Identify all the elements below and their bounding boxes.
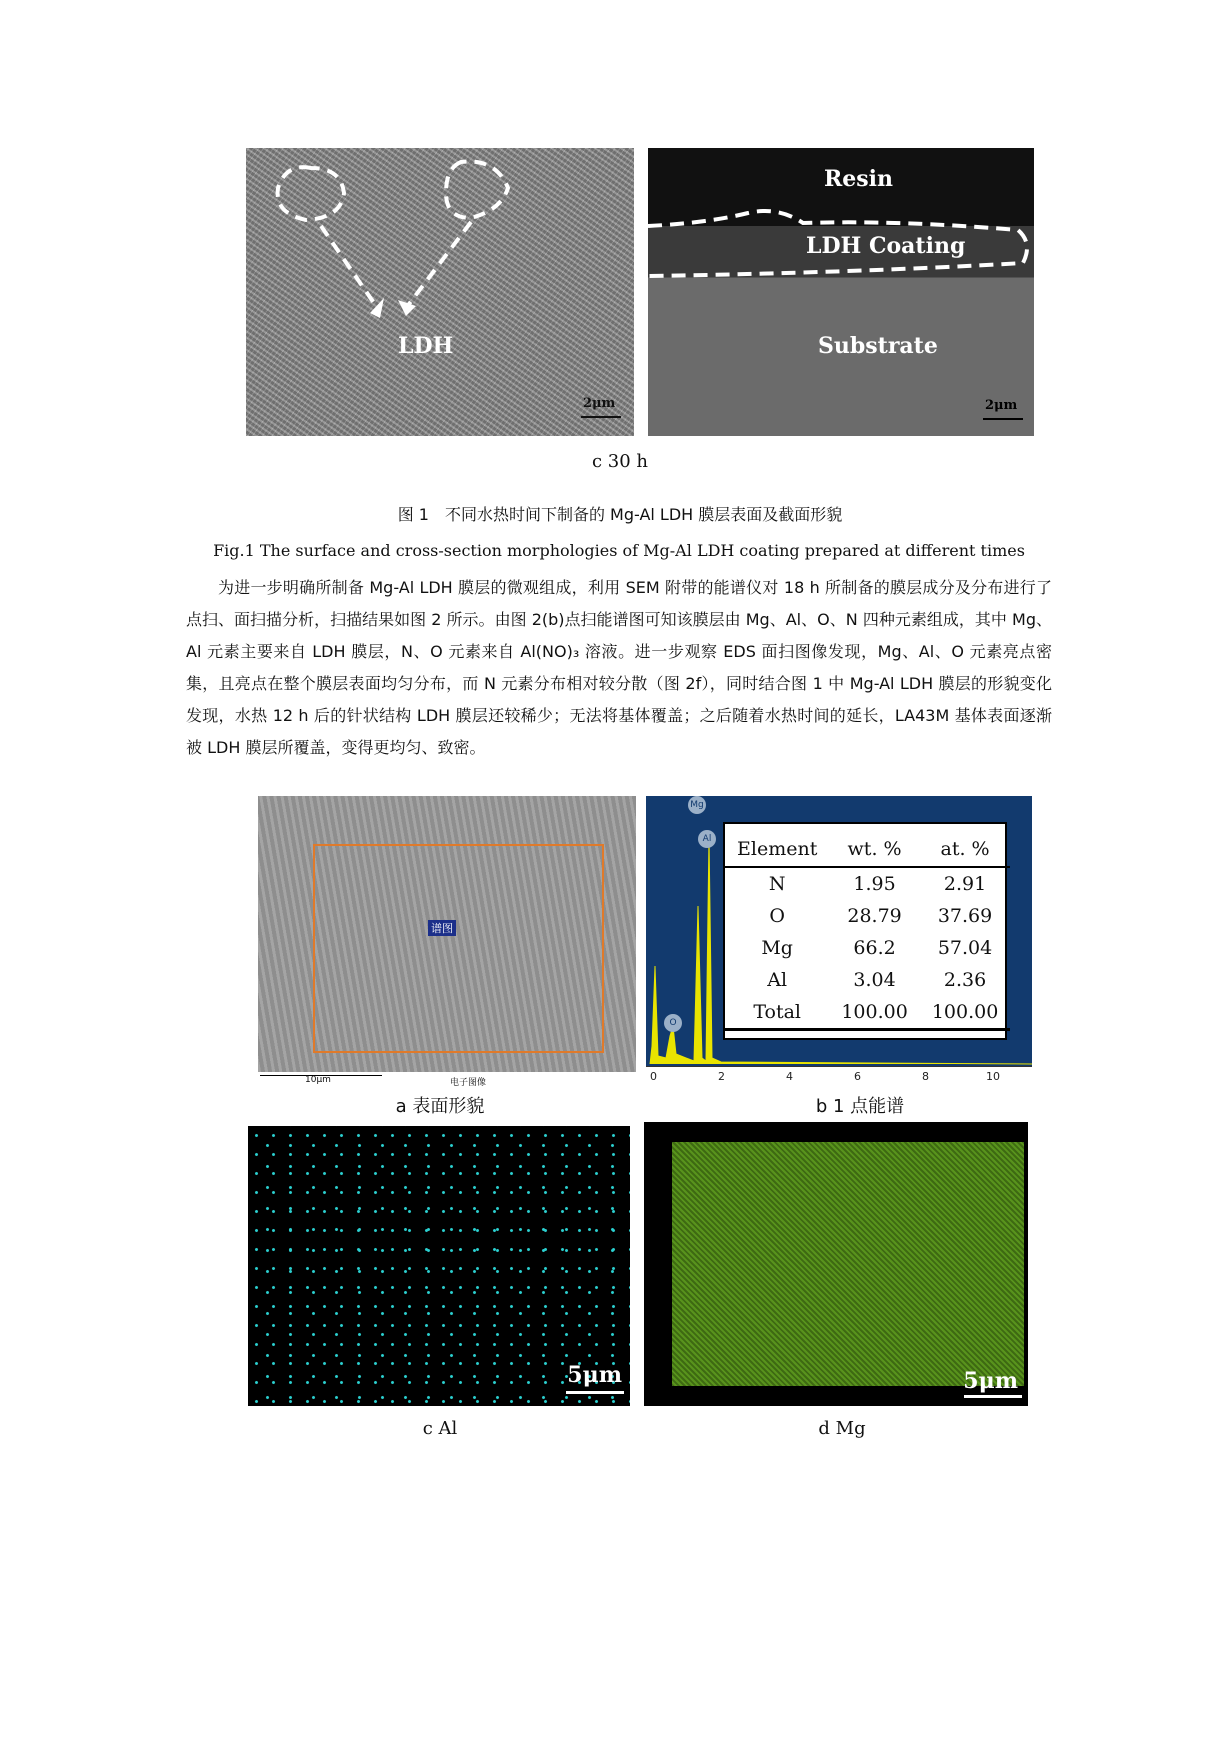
spectrum-tag: 谱图 [428,920,456,936]
body-paragraph: 为进一步明确所制备 Mg-Al LDH 膜层的微观组成，利用 SEM 附带的能谱仪对 18 h 所制备的膜层成分及分布进行了点扫、面扫描分析，扫描结果如图 2 所示。由图 2(b)点扫能谱图可知该膜层由 Mg、Al、O、N 四种元素组成，其中 Mg、Al 元素主要来自 LDH 膜层，N、O 元素来自 Al(NO)₃ 溶液。进一步观察 EDS 面扫图像发现，Mg、Al、O 元素亮点密集，且亮点在整个膜层表面均匀分布，而 N 元素分布相对较分散（图 2f），同时结合图 1 中 Mg-Al LDH 膜层的形貌变化发现，水热 12 h 后的针状结构 LDH 膜层还较稀少；无法将基体覆盖；之后随着水热时间的延长，LA43M 基体表面逐渐被 LDH 膜层所覆盖，变得更均匀、致密。 [186,578,1052,757]
mg-element-map [672,1142,1024,1386]
cell-element: Al [767,969,788,991]
table-row [725,867,1010,900]
al-element-map [248,1126,630,1406]
sem-surface-image [246,148,634,436]
cell-element: N [768,873,786,895]
peak-marker-o: O [664,1014,682,1032]
scale-label: 2μm [583,396,616,411]
substrate-label: Substrate [818,333,938,359]
fig2b-caption: b 1 点能谱 [815,1096,905,1117]
fig2c-caption: c Al [422,1418,458,1439]
cell-at: 2.91 [943,873,987,895]
cell-wt: 1.95 [853,873,896,895]
table-row [725,996,1010,1030]
peak-marker-al: Al [698,830,716,848]
x-tick: 4 [786,1070,793,1083]
table-row [725,900,1010,932]
peak-marker-mg: Mg [688,796,706,814]
image-type-label: 电子图像 [450,1078,487,1088]
cell-at: 100.00 [931,1001,999,1023]
x-tick: 0 [650,1070,657,1083]
eds-spectrum [646,796,1032,1066]
fig2d-caption: d Mg [818,1418,866,1439]
scale-label: 2μm [985,398,1018,413]
fig1-subcaption: c 30 h [591,451,649,472]
fig2a-caption: a 表面形貌 [395,1096,485,1117]
col-header-at: at. % [920,832,1010,867]
table-row [725,964,1010,996]
col-header-wt: wt. % [829,832,919,867]
cell-element: O [769,905,785,927]
scale-bar [566,1391,624,1394]
mg-element-map-frame [644,1122,1028,1406]
scale-label: 5μm [963,1368,1018,1394]
sem-cross-section-image [648,148,1034,436]
cell-element: Total [753,1001,801,1023]
cell-at: 37.69 [937,905,993,927]
fig1-caption-en: Fig.1 The surface and cross-section morphologies of Mg-Al LDH coating prepared at different times [213,541,1025,560]
scale-bar [964,1395,1022,1398]
cell-wt: 28.79 [847,905,902,927]
cell-at: 2.36 [943,969,987,991]
roi-rectangle [313,844,604,1053]
cell-wt: 3.04 [853,969,896,991]
fig1-caption-zh: 图 1 不同水热时间下制备的 Mg-Al LDH 膜层表面及截面形貌 [397,505,843,524]
cell-element: Mg [761,937,793,959]
scale-bar [581,416,621,418]
scale-bar [983,418,1023,420]
ldh-label: LDH [398,333,454,359]
x-tick: 10 [986,1070,1000,1083]
cell-wt: 66.2 [853,937,896,959]
x-tick: 2 [718,1070,725,1083]
scale-label: 10μm [305,1075,331,1085]
spectrum-axis [646,1066,1032,1067]
scale-label: 5μm [567,1362,622,1388]
cell-wt: 100.00 [841,1001,908,1023]
ldh-annotation-dashes [246,148,634,436]
resin-label: Resin [824,166,894,192]
coating-label: LDH Coating [806,233,966,259]
x-tick: 6 [854,1070,861,1083]
table-row [725,932,1010,964]
sem-surface-roi-image [258,796,636,1072]
element-composition-table [723,822,1007,1040]
x-tick: 8 [922,1070,929,1083]
col-header-element: Element [725,832,829,867]
cell-at: 57.04 [937,937,993,959]
